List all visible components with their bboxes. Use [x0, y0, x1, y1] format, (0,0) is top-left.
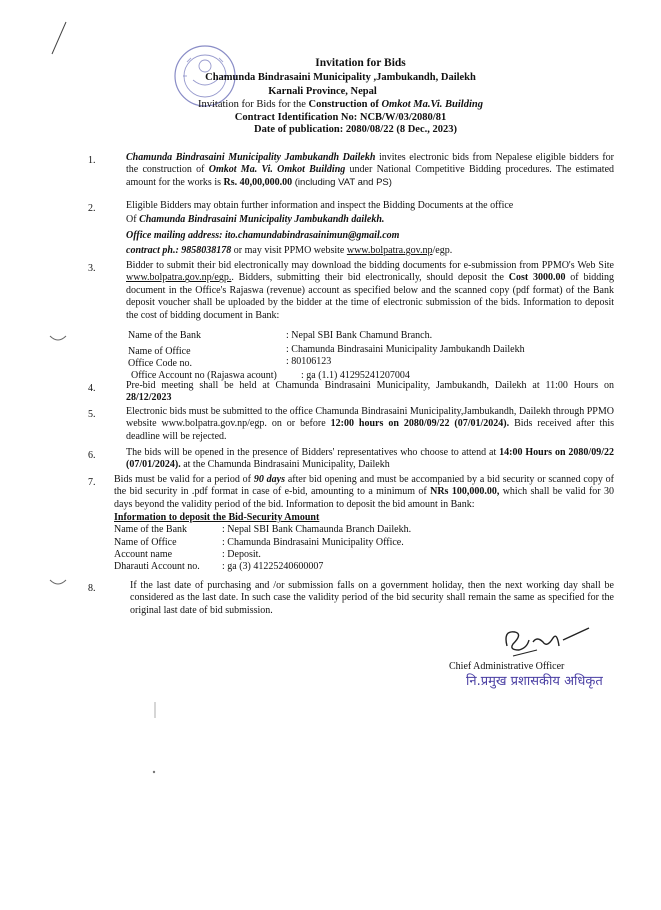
submission-deadline: 12:00 hours on 2080/09/22 (07/01/2024).: [330, 418, 510, 430]
text-span: after bid opening and must be accompanied by a bid security or scanned copy of the bid security in .pdf format in case of e-bid, amounting to a minimum of: [114, 474, 614, 498]
item-number: 4.: [88, 383, 96, 394]
account-name-label: Account name: [114, 549, 173, 560]
text-span: Electronic bids must be submitted to the office Chamunda Bindrasaini Municipality,Jambukandh, Dailekh through PPMO website www.bolpatra.gov.np/egp. on or before: [126, 406, 614, 430]
text-span: (including VAT and PS): [292, 176, 392, 188]
text-span: which shall be valid for 30 days beyond the validity period of the bid. Information to deposit the bid amount in Bank:: [114, 486, 614, 510]
bank-value: : Nepal SBI Bank Chamund Branch.: [286, 330, 433, 341]
margin-mark: [150, 700, 160, 720]
account-label: Office Account no (Rajaswa acount): [131, 370, 277, 381]
bank-label: Name of the Bank: [114, 524, 188, 535]
text-span: /egp.: [432, 245, 453, 257]
office-name: Chamunda Bindrasaini Municipality Jambukandh dailekh.: [139, 214, 385, 226]
office-label: Name of Office: [114, 537, 177, 548]
item-4-text: [126, 380, 614, 405]
item-number: 6.: [88, 450, 96, 461]
text-span: of bidding document in the Office's Rajaswa (revenue) account as specified below and the scanned copy (pdf format) of the Bank deposit voucher shall be uploaded by the bidder at the time of electronic submission of the bids. Information to deposit the cost of bidding document in Bank:: [126, 272, 614, 321]
opening-time: 14:00 Hours on 2080/09/22 (07/01/2024).: [126, 447, 614, 471]
item-number: 2.: [88, 203, 96, 214]
text-span: invites electronic bids from Nepalese eligible bidders for the construction of: [126, 152, 614, 176]
item-5-text: [126, 406, 614, 443]
office-value: : Chamunda Bindrasaini Municipality Jambukandh Dailekh: [286, 344, 525, 355]
signature: [493, 620, 593, 664]
municipality-ref: Chamunda Bindrasaini Municipality Jambukandh Dailekh: [126, 152, 376, 163]
text-span: Bids must be valid for a period of: [114, 474, 254, 485]
office-label: Name of Office: [128, 346, 191, 357]
contract-id: Contract Identification No: NCB/W/03/2080/81: [234, 112, 447, 123]
bid-security-heading: Information to deposit the Bid-Security Amount: [114, 512, 320, 523]
item-number: 1.: [88, 155, 96, 166]
construction-bold: Construction of: [308, 99, 382, 110]
estimated-amount: Rs. 40,00,000.00: [223, 176, 293, 188]
margin-mark: [48, 576, 68, 588]
bank-value: : Nepal SBI Bank Chamaunda Branch Dailekh.: [222, 524, 412, 535]
bid-security-amount: NRs 100,000.00,: [430, 486, 500, 498]
text-span: Of: [126, 214, 140, 226]
dharauti-value: : ga (3) 41225240600007: [222, 561, 324, 572]
office-value: : Chamunda Bindrasaini Municipality Office.: [222, 537, 404, 548]
office-code-value: : 80106123: [286, 356, 332, 367]
text-span: or may visit PPMO website: [231, 245, 347, 257]
project-name: Omkot Ma. Vi. Omkot Building: [208, 164, 346, 176]
text-line: Eligible Bidders may obtain further information and inspect the Bidding Documents at the office: [126, 200, 514, 211]
municipality-name: Chamunda Bindrasaini Municipality ,Jambukandh, Dailekh: [205, 72, 476, 83]
office-mailing-address: Office mailing address: ito.chamundabindrasainimun@gmail.com: [126, 229, 400, 241]
account-name-value: : Deposit.: [222, 549, 261, 560]
text-span: Pre-bid meeting shall be held at Chamunda Bindrasaini Municipality, Jambukandh, Dailekh at 11:00 Hours on: [126, 380, 614, 391]
construction-project: Omkot Ma.Vi. Building: [381, 99, 483, 110]
text-span: Bids received after this deadline will be rejected.: [126, 418, 614, 442]
item-number: 8.: [88, 583, 96, 594]
item-7-text: [114, 474, 614, 511]
margin-mark: [48, 332, 68, 344]
item-number: 7.: [88, 477, 96, 488]
ppmo-egp-link[interactable]: www.bolpatra.gov.np/egp.: [126, 272, 232, 284]
dharauti-label: Dharauti Account no.: [114, 561, 200, 572]
text-span: . Bidders, submitting their bid electronically, should deposit the: [231, 272, 509, 284]
item-8-text: If the last date of purchasing and /or submission falls on a government holiday, then the next working day shall be considered as the last date. In such case the validity period of the bid security shall remain the same as specified for the original last date of bid submission.: [130, 580, 614, 616]
nepali-stamp-text: नि.प्रमुख प्रशासकीय अधिकृत: [466, 674, 603, 689]
text-span: Bidder to submit their bid electronically may download the bidding documents for e-submission from PPMO's Web Site: [126, 260, 614, 271]
construction-line: [10, 99, 661, 111]
office-code-label: Office Code no.: [128, 358, 192, 369]
item-number: 5.: [88, 409, 96, 420]
bidding-document-cost: Cost 3000.00: [508, 272, 566, 284]
ppmo-link[interactable]: www.bolpatra.gov.np: [346, 245, 433, 257]
item-6-text: [126, 447, 614, 472]
signatory-title: Chief Administrative Officer: [449, 661, 565, 672]
prebid-date: 28/12/2023: [126, 392, 172, 404]
contact-phone: contract ph.: 9858038178: [126, 245, 232, 257]
margin-mark: [150, 768, 158, 776]
text-line: [126, 214, 614, 226]
text-line: [126, 245, 614, 257]
account-value: : ga (1.1) 41295241207004: [301, 370, 410, 381]
document-title: Invitation for Bids: [315, 57, 406, 69]
publication-date: Date of publication: 2080/08/22 (8 Dec., 2023): [254, 124, 457, 135]
item-3-text: [126, 260, 614, 322]
item-1-text: [126, 152, 614, 189]
bank-label: Name of the Bank: [128, 330, 202, 341]
item-number: 3.: [88, 263, 96, 274]
item-2-text: [126, 200, 614, 258]
construction-prefix: Invitation for Bids for the: [198, 99, 309, 110]
province-name: Karnali Province, Nepal: [268, 86, 377, 97]
pen-mark: [44, 18, 74, 58]
text-span: under National Competitive Bidding procedures. The estimated amount for the works is: [126, 164, 615, 188]
text-span: at the Chamunda Bindrasaini Municipality, Dailekh: [180, 459, 390, 471]
text-span: The bids will be opened in the presence of Bidders' representatives who choose to attend at: [126, 447, 500, 458]
validity-period: 90 days: [253, 474, 285, 485]
